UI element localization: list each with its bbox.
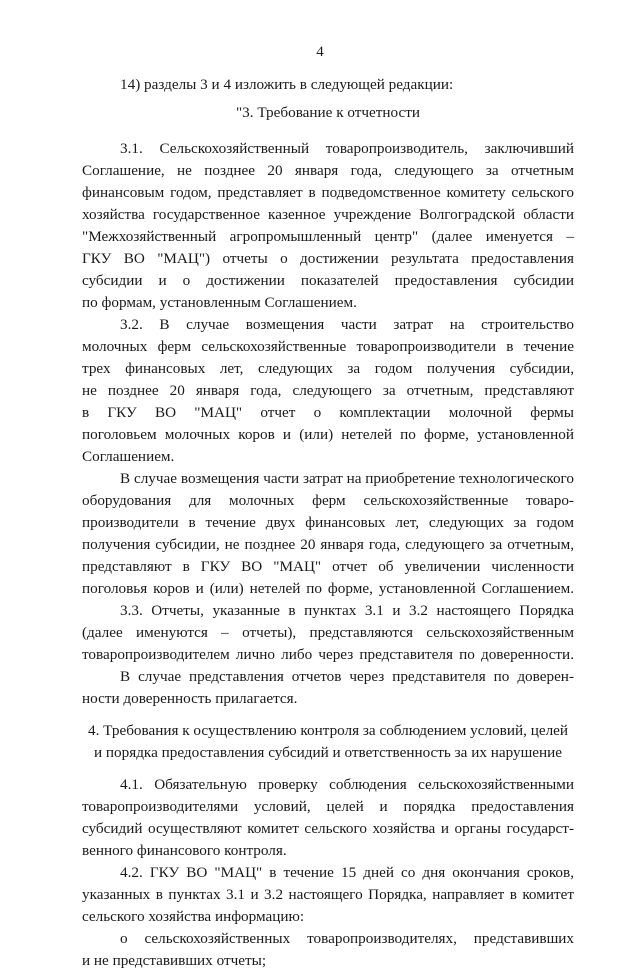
text-line: поголовьем молочных коров и (или) нетелей по форме, установленной [82, 426, 574, 443]
text-line: по формам, установленным Соглашением. [82, 294, 357, 311]
text-line: субсидии и о достижении показателей предоставления субсидии [82, 272, 574, 289]
text-line: указанных в пунктах 3.1 и 3.2 настоящего Порядка, направляет в комитет [82, 886, 574, 903]
text-line: 14) разделы 3 и 4 изложить в следующей редакции: [120, 76, 454, 93]
text-line: сельского хозяйства информацию: [82, 908, 305, 925]
text-line: и не представивших отчеты; [82, 952, 267, 969]
text-line: 4. Требования к осуществлению контроля за соблюдением условий, целей [87, 722, 569, 739]
text-line: 3.2. В случае возмещения части затрат на строительство [120, 316, 574, 333]
document-body [82, 74, 574, 972]
text-line: ности доверенность прилагается. [82, 690, 298, 707]
paragraph-gap [82, 764, 574, 774]
text-line: субсидий осуществляют комитет сельского хозяйства и органы государст- [82, 820, 574, 837]
text-line: "Межхозяйственный агропромышленный центр" (далее именуется – [82, 228, 574, 245]
text-line: ГКУ ВО "МАЦ") отчеты о достижении результата предоставления [82, 250, 574, 267]
text-line: хозяйства государственное казенное учреждение Волгоградской области [82, 206, 574, 223]
text-line: 4.1. Обязательную проверку соблюдения сельскохозяйственными [120, 776, 574, 793]
text-line: финансовым годом, представляет в подведомственное комитету сельского [82, 184, 574, 201]
text-line: и порядка предоставления субсидий и ответственность за их нарушение [93, 744, 563, 761]
text-line: 3.1. Сельскохозяйственный товаропроизводитель, заключивший [120, 140, 574, 157]
text-line: товаропроизводителем лично либо через представителя по доверенности. [82, 646, 574, 663]
text-line: товаропроизводителями условий, целей и порядка предоставления [82, 798, 574, 815]
text-line: Соглашение, не позднее 20 января года, следующего за отчетным [82, 162, 574, 179]
text-line: венного финансового контроля. [82, 842, 287, 859]
paragraph-gap [82, 710, 574, 720]
text-line: производители в течение двух финансовых лет, следующих за годом [82, 514, 574, 531]
text-line: В случае возмещения части затрат на приобретение технологического [120, 470, 574, 487]
text-line: оборудования для молочных ферм сельскохозяйственные товаро- [82, 492, 574, 509]
text-line: не позднее 20 января года, следующего за отчетным, представляют [82, 382, 574, 399]
text-line: Соглашением. [82, 448, 175, 465]
page-number: 4 [316, 44, 324, 60]
text-line: молочных ферм сельскохозяйственные товаропроизводители в течение [82, 338, 574, 355]
text-line: представляют в ГКУ ВО "МАЦ" отчет об увеличении численности [82, 558, 574, 575]
text-line: 3.3. Отчеты, указанные в пунктах 3.1 и 3.2 настоящего Порядка [120, 602, 574, 619]
text-line: 4.2. ГКУ ВО "МАЦ" в течение 15 дней со дня окончания сроков, [120, 864, 574, 881]
text-line: "3. Требование к отчетности [235, 104, 421, 121]
paragraph-gap [82, 124, 574, 138]
text-line: (далее именуются – отчеты), представляются сельскохозяйственным [82, 624, 574, 641]
text-line: получения субсидии, не позднее 20 января года, следующего за отчетным, [82, 536, 574, 553]
text-line: о сельскохозяйственных товаропроизводителях, представивших [120, 930, 574, 947]
text-line: в ГКУ ВО "МАЦ" отчет о комплектации молочной фермы [82, 404, 574, 421]
text-line: поголовья коров и (или) нетелей по форме, установленной Соглашением. [82, 580, 574, 597]
text-line: трех финансовых лет, следующих за годом получения субсидии, [82, 360, 574, 377]
text-line: В случае представления отчетов через представителя по доверен- [120, 668, 574, 685]
